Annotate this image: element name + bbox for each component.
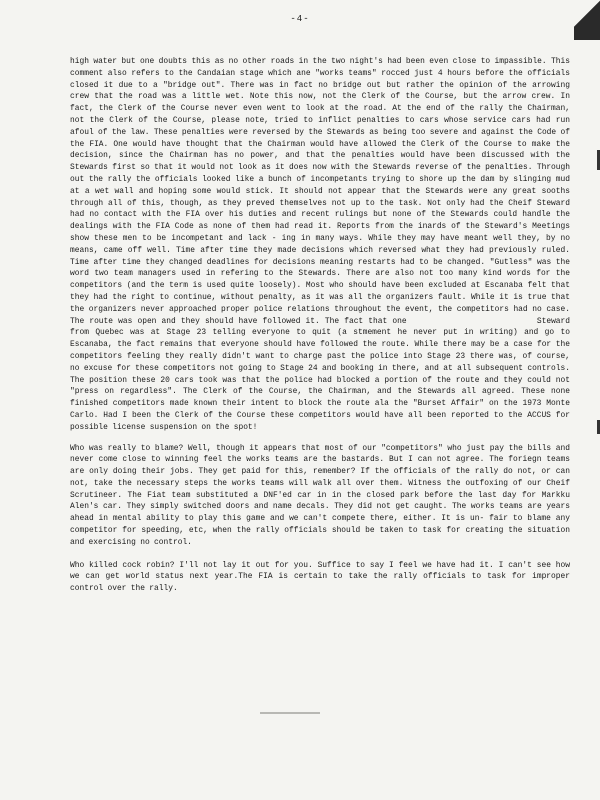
scan-smudge (260, 712, 320, 714)
document-body (70, 56, 570, 595)
paragraph-conclusion: Who killed cock robin? I'll not lay it out for you. Suffice to say I feel we have had it. I can't see how we can get world status next year.The FIA is certain to take the rally officials to task for improper control over the rally. (70, 560, 570, 594)
paragraph-officials (70, 56, 570, 434)
paragraph-text: high water but one doubts this as no other roads in the two night's had been even close to impassible. This comment also refers to the Candaian stage which ane "works teams" rocced just 4 hours before the officials closed it due to a "bridge out". There was in fact no bridge out but rather the opinion of the arrowing crew that the road was a little wet. Note this now, not the Clerk of the Course, but the arrow crew. In fact, the Clerk of the Course never even went to look at the road. At the end of the rally the Chairman, not the Clerk of the Course, please note, tried to inflict penalties to cars whose service cars had run afoul of the law. These penalties were reversed by the Stewards as being too severe and against the Code of the FIA. One would have thought that the Chairman would have allowed the Clerk of the Course to make the decision, since the Chairman has no power, and that the penalties would have been discussed with the Stewards first so that it would not look as it does now with the Stewards reverse of the penalties. Through out the rally the officials looked like a bunch of incompetants trying to shore up the dam by slinging mud at a wet wall and hoping some would stick. It should not appear that the Stewards were any great sooths through all of this, though, as they preved themselves not up to the task. Not only had the Cheif Steward had no contact with the FIA over his duties and recent rulings but none of the Stewards could handle the dealings with the FIA Code as none of them had read it. Reports from the inards of the Steward's Meetings show these men to be incompetant and lack - ing in many ways. While they may have meant well they, by no means, came off well. Time after time they made decisions which reversed what they had previously ruled. Time after time they changed deadlines for decisions meaning restarts had to be changed. "Gutless" was the word two team managers used in refering to the Stewards. There are also not too many kind words for the competitors (and the term is used quite loosely). Most who should have been excluded at Escanaba felt that they had the right to continue, without penalty, as it was all the organizers fault. While it is true that the organizers never approached proper police relations throughout the event, the competitors had no case. The route was open and they should have followed it. The fact that one (70, 57, 570, 326)
paragraph-blame: Who was really to blame? Well, though it appears that most of our "competitors" who just pay the bills and never come close to winning feel the works teams are the bastards. But I can not agree. The foriegn teams are only doing their jobs. They get paid for this, remember? If the officials of the rally do not, or can not, take the necessary steps the works teams will walk all over them. Witness the outfoxing of our Cheif Scrutineer. The Fiat team substituted a DNF'ed car in in the closed park before the last day for Markku Alen's car. They simply switched doors and name decals. They did not get caught. The works teams are years ahead in mental ability to play this game and we can't compete there, either. It is un- fair to blame any competitor for speeding, etc, when the rally officials should be taken to task for creating the situation and exercising no control. (70, 443, 570, 547)
page-number: -4- (290, 14, 310, 24)
paragraph-text: Steward from Quebec was at Stage 23 telling everyone to quit (a stmement he never put in writing) and go to Escanaba, the fact remains that everyone should have followed the route. While there may be a case for the competitors feeling they really didn't want to charge past the police into Stage 23 there was, of course, no excuse for these competitors not going to Stage 24 and booking in there, and at all subsequent controls. The position these 20 cars took was that the police had blocked a portion of the route and they could not "press on regardless". The Clerk of the Course, the Chairman, and the Stewards all agreed. These none finished competitors made known their intent to block the route ala the "Burset Affair" on the 1973 Monte Carlo. Had I been the Clerk of the Course these competitors would have all been reported to the ACCUS for possible license suspension on the spot! (70, 316, 571, 432)
